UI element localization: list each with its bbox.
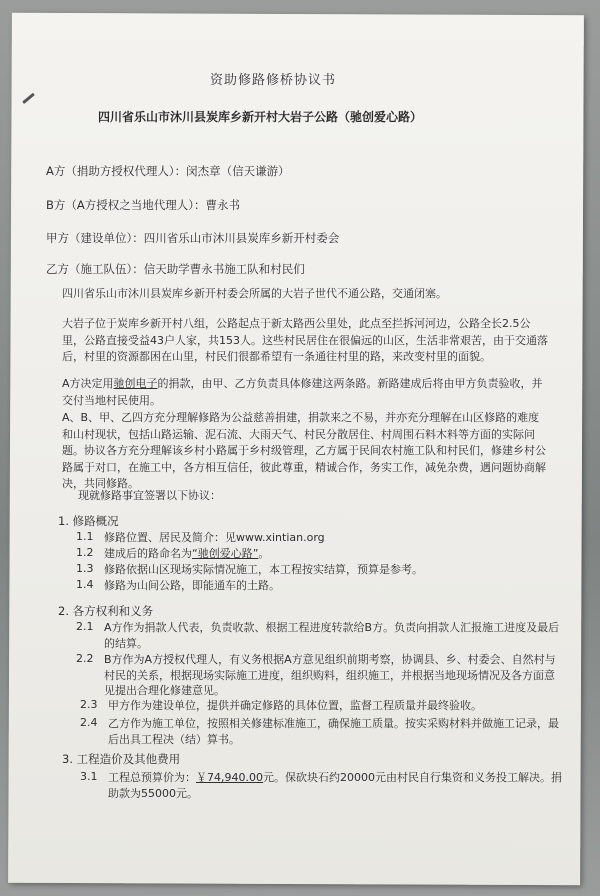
staple-mark [22,93,35,104]
party-a: A方（捐助方授权代理人）：闵杰章（信天谦游） [46,164,290,178]
party-yi: 乙方（施工队伍）：信天助学曹永书施工队和村民们 [46,262,305,276]
section-2-heading: 2. 各方权利和义务 [58,604,154,618]
document-title: 资助修路修桥协议书 [210,73,337,88]
section-2-item-4-num: 2.4 [80,716,98,729]
section-3-heading: 3. 工程造价及其他费用 [62,752,181,766]
section-2-item-3: 甲方作为建设单位，提供并确定修路的具体位置，监督工程质量并最终验收。 [108,699,482,712]
section-3-item-1 [108,770,564,801]
section-2-item-3-num: 2.3 [80,698,98,711]
road-name: “驰创爱心路” [192,547,259,560]
section-1-item-2-post: 。 [258,547,270,560]
section-1-item-4-num: 1.4 [76,578,94,591]
intro-paragraph-5: 现就修路事宜签署以下协议： [78,489,221,502]
intro-paragraph-2: 大岩子位于炭库乡新开村八组，公路起点于新太路西公里处，此点至拦拆河河边，公路全长2.5公里，公路直接受益43户人家，共153人。这些村民居住在很偏远的山区，生活非常艰苦，由于交通落后，村里的资源都困在山里，村民们很都希望有一条通往村里的路，来改变村里的面貌。 [62,317,548,363]
section-1-item-1: 修路位置、居民及简介：见www.xintian.org [104,531,325,544]
section-3-item-1-post: 元。保砍块石约20000元由村民自行集资和义务投工解决。捐助款为55000元。 [108,771,562,800]
document-subtitle: 四川省乐山市沐川县炭库乡新开村大岩子公路（驰创爱心路） [98,110,423,124]
budget-amount: ￥74,940.00 [196,771,263,784]
section-2-item-4: 乙方作为施工单位，按照相关修建标准施工，确保施工质量。按实采购材料并做施工记录，最后出具工程决（结）算书。 [108,717,559,746]
section-3-item-1-pre: 工程总预算价为： [108,771,196,784]
section-2-item-1-num: 2.1 [76,620,94,633]
section-1-item-3-num: 1.3 [76,562,94,575]
section-1-item-4: 修路为山间公路，即能通车的土路。 [104,579,280,592]
donor-name: 驰创电子 [113,377,158,390]
intro-paragraph-3-pre: A方决定用 [62,377,114,390]
section-3-item-1-num: 3.1 [80,770,98,783]
section-2-item-2: B方作为A方授权代理人，有义务根据A方意见组织前期考察，协调县、乡、村委会、自然村与村民的关系，根据现场实际施工进度，组织购料，组织施工，并根据当地现场情况及各方面意见提出合理化修建意见。 [104,653,556,697]
intro-paragraph-1: 四川省乐山市沐川县炭库乡新开村委会所属的大岩子世代不通公路，交通闭塞。 [62,287,447,300]
section-1-item-2-pre: 建成后的路命名为 [104,547,192,560]
section-2-item-2-num: 2.2 [76,652,94,665]
party-jia: 甲方（建设单位）：四川省乐山市沐川县炭库乡新开村委会 [46,231,340,245]
section-1-item-2 [104,546,574,562]
intro-paragraph-3 [62,376,550,409]
section-1-item-1-num: 1.1 [76,530,94,543]
intro-paragraph-3-post: 的捐款，由甲、乙方负责具体修建这两条路。新路建成后将由甲方负责验收，并交付当地村民使用。 [62,377,543,407]
intro-paragraph-4: A、B、甲、乙四方充分理解修路为公益慈善捐建，捐款来之不易，并亦充分理解在山区修路的难度和山村现状，包括山路运输、泥石流、大雨天气、村民分散居住、村周围石料木料等方面的实际问题。协议各方充分理解该乡村小路属于乡村级管理，乙方属于民间农村施工队和村民们，修建乡村公路属于对口，在施工中，各方相互信任，彼此尊重，精诚合作，务实工作，减免杂费，遇问题协商解决，共同修路。 [62,411,546,490]
section-2-item-1: A方作为捐款人代表，负责收款、根据工程进度转款给B方。负责向捐款人汇报施工进度及最后的结算。 [104,621,560,650]
section-1-item-3: 修路依据山区现场实际情况施工，本工程按实结算，预算是参考。 [104,563,423,576]
party-b: B方（A方授权之当地代理人）：曹永书 [46,198,241,212]
section-1-heading: 1. 修路概况 [58,514,119,528]
section-1-item-2-num: 1.2 [76,546,94,559]
